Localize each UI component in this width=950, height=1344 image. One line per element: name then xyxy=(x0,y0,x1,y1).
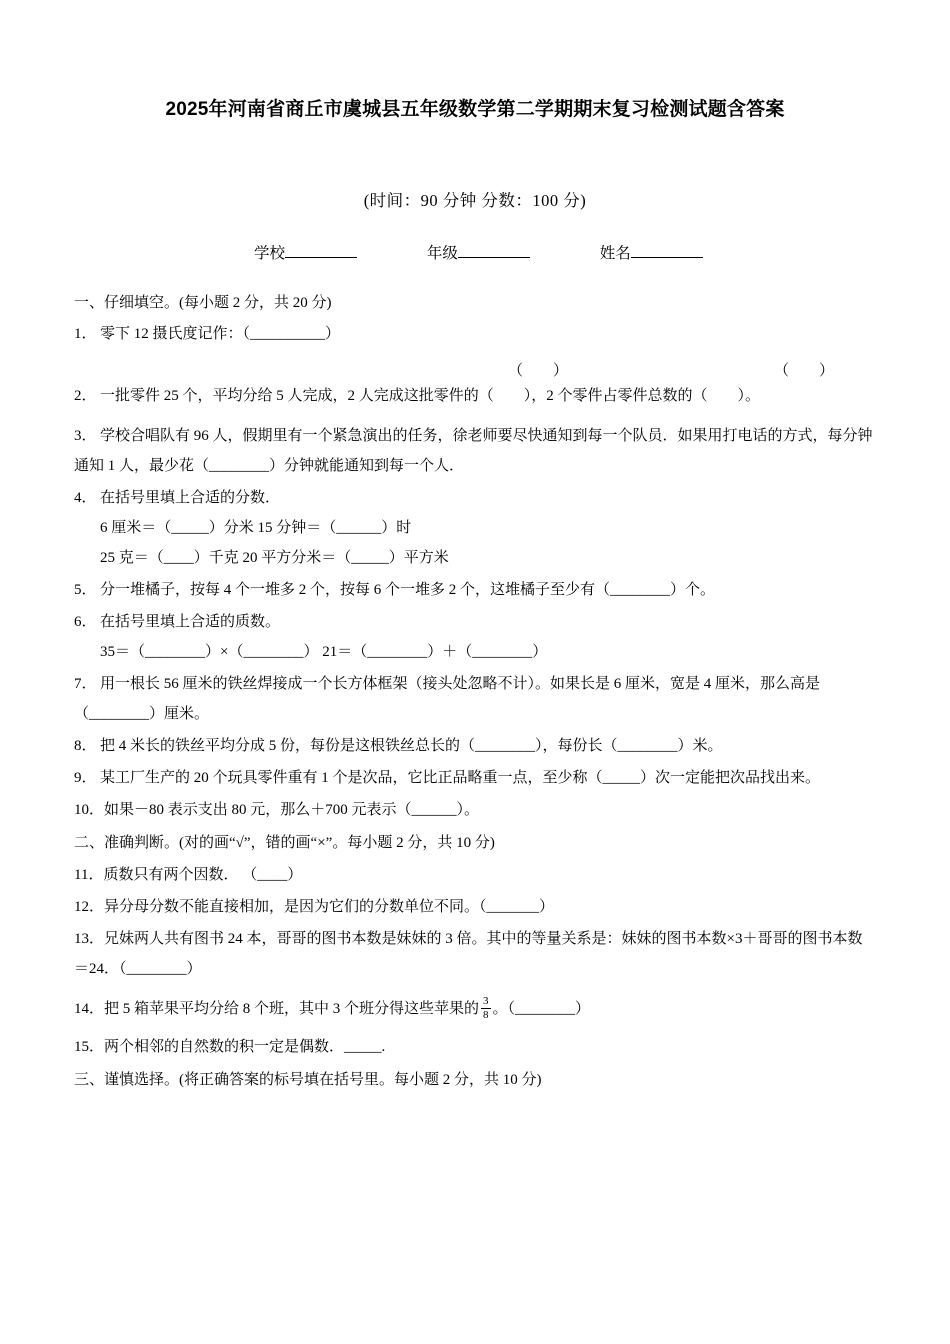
name-blank[interactable] xyxy=(631,243,703,258)
question-7 xyxy=(74,669,876,729)
question-11 xyxy=(74,860,876,890)
section-heading-2: 二、准确判断。(对的画“√”，错的画“×”。每小题 2 分，共 10 分) xyxy=(74,835,495,851)
question-4-number: 4． xyxy=(74,490,97,506)
question-8-number: 8． xyxy=(74,738,97,754)
question-10-text: 如果－80 表示支出 80 元，那么＋700 元表示（______）。 xyxy=(104,802,480,818)
grade-label: 年级 xyxy=(426,244,458,262)
question-2-top-blank-right[interactable]: （ ） xyxy=(774,363,835,379)
question-6 xyxy=(74,607,876,637)
name-label: 姓名 xyxy=(599,244,631,262)
question-6-number: 6． xyxy=(74,614,97,630)
question-2-top-blanks xyxy=(74,359,876,379)
student-info-fields xyxy=(74,241,876,263)
question-4 xyxy=(74,483,876,513)
question-13-text: 兄妹两人共有图书 24 本，哥哥的图书本数是妹妹的 3 倍。其中的等量关系是：妹妹的图书本数×3＋哥哥的图书本数＝24．（________） xyxy=(74,930,863,977)
question-7-number: 7． xyxy=(74,676,97,692)
question-2-top-blank-left[interactable]: （ ） xyxy=(508,363,569,379)
school-label: 学校 xyxy=(254,244,286,262)
grade-blank[interactable] xyxy=(458,243,530,258)
question-1 xyxy=(74,319,876,349)
question-14 xyxy=(74,994,876,1024)
question-14-fraction-numerator: 3 xyxy=(483,994,489,1007)
question-12-number: 12． xyxy=(74,898,105,915)
question-6-text: 在括号里填上合适的质数。 xyxy=(100,614,281,630)
question-5-text: 分一堆橘子，按每 4 个一堆多 2 个，按每 6 个一堆多 2 个，这堆橘子至少有（________）个。 xyxy=(100,582,716,598)
question-1-text: 零下 12 摄氏度记作：（__________） xyxy=(100,326,341,342)
exam-meta: (时间：90 分钟 分数：100 分) xyxy=(363,190,587,210)
question-9 xyxy=(74,763,876,793)
question-3 xyxy=(74,421,876,481)
question-12 xyxy=(74,892,876,922)
question-5-number: 5． xyxy=(74,582,97,598)
question-11-text: 质数只有两个因数． （____） xyxy=(103,866,303,883)
question-8 xyxy=(74,731,876,761)
section-heading-3: 三、谨慎选择。(将正确答案的标号填在括号里。每小题 2 分，共 10 分) xyxy=(74,1071,542,1088)
school-blank[interactable] xyxy=(285,243,357,258)
question-4-sub-a: 6 厘米＝（_____）分米 15 分钟＝（______）时 xyxy=(100,520,412,536)
question-14-number: 14． xyxy=(74,1000,105,1017)
question-5 xyxy=(74,575,876,605)
name-field xyxy=(600,241,703,263)
question-10-number: 10． xyxy=(74,802,105,818)
question-14-fraction xyxy=(481,995,491,1021)
question-9-number: 9． xyxy=(74,770,97,786)
section-heading-1: 一、仔细填空。(每小题 2 分，共 20 分) xyxy=(74,294,332,311)
question-7-text: 用一根长 56 厘米的铁丝焊接成一个长方体框架（接头处忽略不计）。如果长是 6 厘米，宽是 4 厘米，那么高是（________）厘米。 xyxy=(74,676,821,722)
question-6-sub: 35＝（________）×（________） 21＝（________）＋（________） xyxy=(100,644,548,660)
question-3-number: 3． xyxy=(74,428,97,444)
question-14-text: 把 5 箱苹果平均分给 8 个班，其中 3 个班分得这些苹果的 xyxy=(104,1000,480,1017)
question-4-sub-b: 25 克＝（____）千克 20 平方分米＝（_____）平方米 xyxy=(100,550,449,566)
page-title: 2025年河南省商丘市虞城县五年级数学第二学期期末复习检测试题含答案 xyxy=(165,99,785,120)
grade-field xyxy=(427,241,530,263)
question-14-text-after: 。（________） xyxy=(492,1000,591,1017)
question-13 xyxy=(74,924,876,984)
question-8-text: 把 4 米长的铁丝平均分成 5 份，每份是这根铁丝总长的（________），每份长（________）米。 xyxy=(100,738,723,754)
question-11-number: 11． xyxy=(74,866,104,883)
question-13-number: 13． xyxy=(74,930,105,947)
question-10 xyxy=(74,795,876,825)
question-2 xyxy=(74,381,876,411)
question-2-number: 2． xyxy=(74,388,97,404)
question-15-text: 两个相邻的自然数的积一定是偶数．_____. xyxy=(104,1038,386,1055)
question-1-number: 1． xyxy=(74,326,97,342)
question-12-text: 异分母分数不能直接相加，是因为它们的分数单位不同。（_______） xyxy=(104,898,555,915)
question-2-wrap xyxy=(74,359,876,411)
question-2-text: 一批零件 25 个，平均分给 5 人完成，2 人完成这批零件的（ ），2 个零件占零件总数的（ ）。 xyxy=(100,388,761,404)
question-15-number: 15． xyxy=(74,1038,105,1055)
question-9-text: 某工厂生产的 20 个玩具零件重有 1 个是次品，它比正品略重一点，至少称（_____）次一定能把次品找出来。 xyxy=(100,770,821,786)
question-15 xyxy=(74,1032,876,1062)
question-14-fraction-denominator: 8 xyxy=(483,1008,489,1021)
school-field xyxy=(254,241,357,263)
question-4-text: 在括号里填上合适的分数． xyxy=(100,490,281,506)
question-3-text: 学校合唱队有 96 人，假期里有一个紧急演出的任务，徐老师要尽快通知到每一个队员．如果用打电话的方式，每分钟通知 1 人，最少花（________）分钟就能通知到每一个人． xyxy=(74,428,873,474)
